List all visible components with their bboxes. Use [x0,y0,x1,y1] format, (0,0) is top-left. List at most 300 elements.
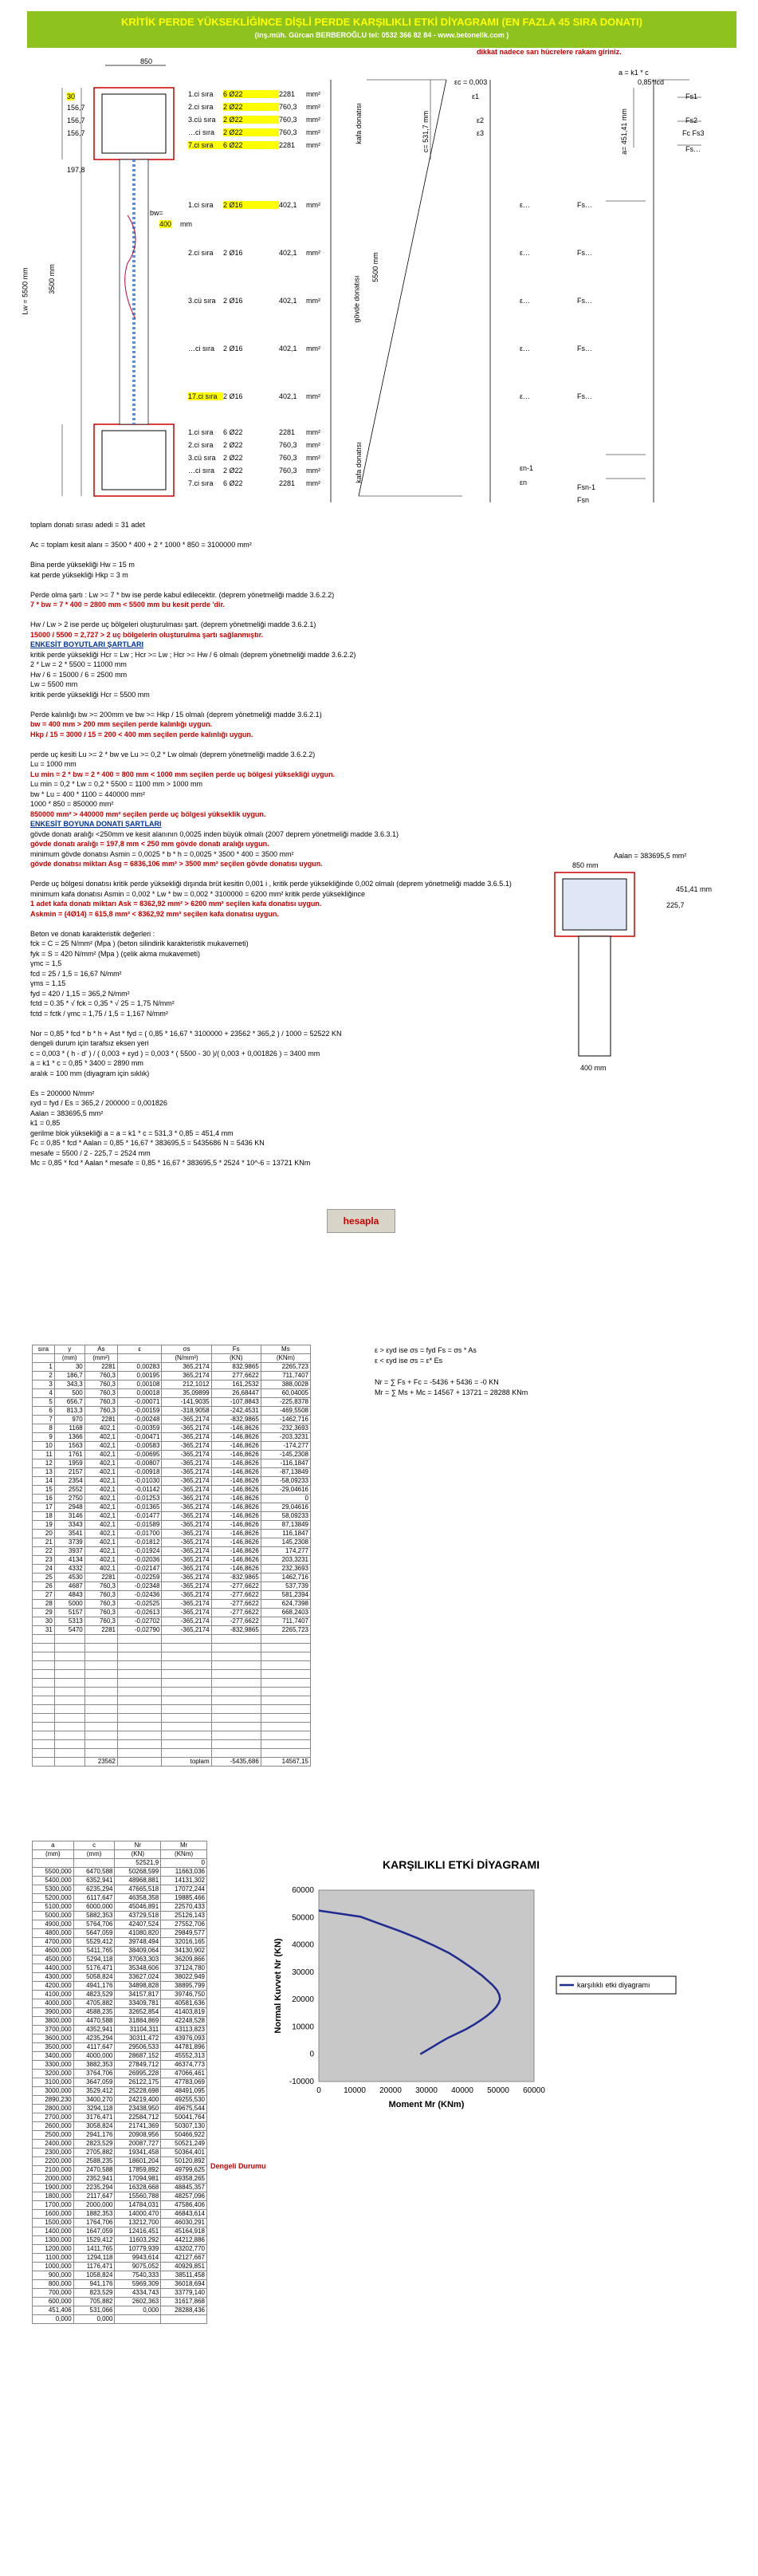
table-cell: 656,7 [54,1398,84,1407]
table-cell: -365,2174 [162,1468,211,1477]
table-cell [54,1635,84,1644]
table-cell: 760,3 [84,1372,117,1381]
table-cell: 49255,530 [161,2096,207,2105]
row-as: 2281 [279,479,296,487]
table-cell: 1563 [54,1442,84,1451]
table-cell: 402,1 [84,1547,117,1556]
table-cell: 32652,854 [115,2008,161,2017]
table-cell: 15 [33,1486,55,1495]
table-cell: -365,2174 [162,1424,211,1433]
table-cell: 47783,069 [161,2078,207,2087]
row-label: 1.ci sıra [188,90,214,98]
table-cell: -146,8626 [211,1530,261,1538]
table-row [33,1920,207,1929]
x-tick-label: 20000 [379,2086,402,2095]
total-cell: toplam [162,1758,211,1767]
table-cell: 4843 [54,1591,84,1600]
table-cell: 402,1 [84,1512,117,1521]
table-cell: 5300,000 [33,1885,74,1894]
row-bars: 2 Ø22 [223,454,243,462]
table-row-empty [33,1661,311,1670]
table-cell: 42407,524 [115,1920,161,1929]
table-cell [33,1679,55,1688]
calc-line: εyd = fyd / Es = 365,2 / 200000 = 0,001826 [30,1099,167,1107]
row-as: 760,3 [279,128,297,136]
table-cell [261,1714,310,1723]
calc-line: Mc = 0,85 * fcd * Aalan * mesafe = 0,85 * 16,67 * 383695,5 * 2524 * 10^-6 = 13721 KNm [30,1159,311,1167]
table-cell: -0,00807 [118,1459,162,1468]
table-row [33,2043,207,2052]
table-row [33,1565,311,1574]
table-cell: 46374,773 [161,2061,207,2070]
table-cell: -0,01253 [118,1495,162,1503]
diagram-table [32,1841,207,2324]
table-cell [162,1635,211,1644]
table-cell: 1647,059 [73,2227,115,2236]
table-cell: 2705,882 [73,2149,115,2157]
table-cell: -0,01924 [118,1547,162,1556]
kafa-label-bot: kafa donatısı [354,442,363,483]
table-row [33,1503,311,1512]
table-cell [211,1714,261,1723]
fs-n1: Fsn-1 [577,483,596,491]
table-cell: 4 [33,1389,55,1398]
row-as: 760,3 [279,441,297,449]
col-header: ε [118,1345,162,1354]
table-cell: 4800,000 [33,1929,74,1938]
table-cell [162,1679,211,1688]
table-cell [33,1635,55,1644]
table-cell [33,1705,55,1714]
table-cell: 5200,000 [33,1894,74,1903]
table-cell: 4000,000 [73,2052,115,2061]
table-cell: 116,1847 [261,1530,310,1538]
table-cell [54,1679,84,1688]
table-cell: 42127,667 [161,2254,207,2263]
table-row-empty [33,1688,311,1696]
table-row [33,2201,207,2210]
table-row [33,2236,207,2245]
table-cell: 823,529 [73,2289,115,2298]
table-cell: 5764,706 [73,1920,115,1929]
calc-line [30,1078,620,1089]
row-top-5 [188,141,320,154]
table-cell: -0,00159 [118,1407,162,1416]
table-cell: 37063,303 [115,1956,161,1964]
table-cell: -0,01589 [118,1521,162,1530]
row-as: 760,3 [279,116,297,124]
table-cell: -277,6622 [211,1591,261,1600]
table-cell: 5100,000 [33,1903,74,1912]
table-row [33,2210,207,2219]
table-cell [84,1661,117,1670]
calc-line: fcd = 25 / 1,5 = 16,67 N/mm² [30,969,122,978]
y-tick-label: -10000 [289,2078,314,2086]
table-cell: 11 [33,1451,55,1459]
table-cell: -365,2174 [162,1626,211,1635]
table-cell: 39746,750 [161,1991,207,1999]
eps2: ε2 [477,116,485,124]
table-cell: -0,02702 [118,1617,162,1626]
col-unit: (mm) [73,1850,115,1859]
calc-line: perde uç kesiti Lu >= 2 * bw ve Lu >= 0,2 * Lw olmalı (deprem yönetmeliği madde 3.6.2.2) [30,750,316,758]
table-row [33,1868,207,1877]
col-unit: (mm²) [84,1354,117,1363]
table-cell: 4117,647 [73,2043,115,2052]
table-cell: 40581,636 [161,1999,207,2008]
table-cell: 20 [33,1530,55,1538]
table-cell: 2 [33,1372,55,1381]
row-label: 7.ci sıra [188,479,214,487]
strain-label: εc = 0,003 [454,78,488,86]
table-cell: 760,3 [84,1407,117,1416]
table-cell: 5969,309 [115,2280,161,2289]
table-units [33,1850,207,1859]
table-cell [54,1670,84,1679]
table-cell [118,1723,162,1731]
table-cell: 402,1 [84,1503,117,1512]
eps-4: ε… [520,345,531,353]
table-cell: 5470 [54,1626,84,1635]
table-cell: 1058,824 [73,2271,115,2280]
table-cell: 1700,000 [33,2201,74,2210]
col-unit: (KNm) [261,1354,310,1363]
table-cell: 25228,698 [115,2087,161,2096]
row-label: 3.cü sıra [188,454,216,462]
table-cell: 941,176 [73,2280,115,2289]
table-cell: 48968,881 [115,1877,161,1885]
table-row [33,2008,207,2017]
table-cell: 2750 [54,1495,84,1503]
table-row [33,2184,207,2192]
fcd-label: 0,85*fcd [638,78,665,86]
table-cell: -365,2174 [162,1486,211,1495]
table-cell: -146,8626 [211,1521,261,1530]
table-cell: 6117,647 [73,1894,115,1903]
table-cell: 19885,466 [161,1894,207,1903]
calc-line: ENKESİT BOYUTLARI ŞARTLARI [30,640,144,648]
table-cell: 18601,204 [115,2157,161,2166]
table-row [33,1626,311,1635]
table-cell: 9943,614 [115,2254,161,2263]
table-cell: -146,8626 [211,1512,261,1521]
table-cell: 34157,817 [115,1991,161,1999]
calc-line: Perde uç bölgesi donatısı kritik perde yüksekliği dışında brüt kesitin 0,001 i , kritik perde yüksekliğinde 0,002 olmalı (deprem yönetmeliği madde 3.6.5.1) [30,880,512,888]
table-cell [33,1688,55,1696]
table-cell [162,1705,211,1714]
table-cell: 4332 [54,1565,84,1574]
table-cell: 3700,000 [33,2026,74,2034]
table-cell: 1900,000 [33,2184,74,2192]
rows-bottom [188,428,320,492]
table-cell [211,1688,261,1696]
table-cell: -145,2308 [261,1451,310,1459]
table-cell: -225,8378 [261,1398,310,1407]
table-row [33,1486,311,1495]
table-cell: -0,02147 [118,1565,162,1574]
table-cell: -146,8626 [211,1547,261,1556]
row-top-3 [188,116,320,128]
table-cell: 31617,868 [161,2298,207,2306]
table-cell: -365,2174 [162,1600,211,1609]
y-tick-label: 60000 [292,1886,314,1895]
calc-line: dengeli durum için tarafsız eksen yeri [30,1039,149,1047]
table-cell [118,1749,162,1758]
table-cell [54,1696,84,1705]
table-row [33,2122,207,2131]
table-cell: 4400,000 [33,1964,74,1973]
calc-line: 2 * Lw = 2 * 5500 = 11000 mm [30,660,127,668]
calc-line: c = 0,003 * ( h - d' ) / ( 0,003 + εyd ) = 0,003 * ( 5500 - 30 )/( 0,003 + 0,001826 ) = 3400 mm [30,1049,320,1058]
table-cell [118,1644,162,1652]
table-cell: -0,02436 [118,1591,162,1600]
fc-fs3: Fc Fs3 [682,129,705,137]
row-as: 760,3 [279,467,297,475]
table-cell [84,1688,117,1696]
table-row [33,2070,207,2078]
table-cell: 3800,000 [33,2017,74,2026]
table-cell [84,1670,117,1679]
table-row [33,2061,207,2070]
table-cell: 2941,176 [73,2131,115,2140]
table-row [33,2096,207,2105]
total-cell: -5435,686 [211,1758,261,1767]
table-cell [84,1696,117,1705]
table-cell: 402,1 [84,1538,117,1547]
table-cell: 27 [33,1591,55,1600]
table-cell [261,1652,310,1661]
formula-2: ε < εyd ise σs = ε* Es [375,1357,443,1365]
table-cell: 4700,000 [33,1938,74,1947]
table-cell: 3500,000 [33,2043,74,2052]
table-cell [54,1661,84,1670]
table-row-empty [33,1696,311,1705]
y-tick-label: 10000 [292,2023,314,2032]
calc-line: Perde olma şartı : Lw >= 7 * bw ise perde kabul edilecektir. (deprem yönetmeliği madde 3.6.2.2) [30,590,335,599]
table-row [33,1547,311,1556]
table-cell: -0,01812 [118,1538,162,1547]
row-label: 2.ci sıra [188,103,214,111]
table-cell: 4300,000 [33,1973,74,1982]
table-cell [54,1731,84,1740]
table-cell: 3200,000 [33,2070,74,2078]
table-cell: 15560,788 [115,2192,161,2201]
row-unit: mm² [306,249,320,257]
table-cell: 16 [33,1495,55,1503]
table-cell [118,1679,162,1688]
table-cell: 2000,000 [33,2175,74,2184]
row-as: 760,3 [279,454,297,462]
table-cell: 711,7407 [261,1372,310,1381]
fs-3: Fs… [577,297,592,305]
row-label: 2.ci sıra [188,249,214,257]
row-label: …ci sıra [188,128,215,136]
mid-row-4 [188,345,320,353]
row-label: 17.ci sıra [188,392,223,400]
table-cell: 365,2174 [162,1372,211,1381]
col-header: Nr [115,1841,161,1850]
table-cell: -0,02036 [118,1556,162,1565]
table-cell: 2300,000 [33,2149,74,2157]
table-cell [118,1714,162,1723]
table-cell: 760,3 [84,1381,117,1389]
calculate-button[interactable]: hesapla [327,1209,395,1233]
table-cell: 402,1 [84,1495,117,1503]
table-cell [118,1661,162,1670]
table-row [33,1521,311,1530]
table-cell: 5500,000 [33,1868,74,1877]
table-row [33,1424,311,1433]
a-dim: a= 451,41 mm [619,108,628,155]
table-cell [84,1652,117,1661]
row-bars: 2 Ø16 [223,201,279,209]
table-cell [118,1705,162,1714]
table-cell: 2281 [84,1363,117,1372]
table-row [33,2017,207,2026]
table-cell: 24219,400 [115,2096,161,2105]
row-bars: 2 Ø16 [223,297,243,305]
row-unit: mm² [306,345,320,353]
table-cell: 2400,000 [33,2140,74,2149]
table-cell: 668,2403 [261,1609,310,1617]
table-cell: 31884,869 [115,2017,161,2026]
table-cell: 3400,000 [33,2052,74,2061]
table-row [33,1398,311,1407]
table-cell: -146,8626 [211,1424,261,1433]
table-cell: -146,8626 [211,1486,261,1495]
table-cell: 60,04005 [261,1389,310,1398]
table-row [33,2034,207,2043]
table-cell [211,1696,261,1705]
table-cell [33,1644,55,1652]
total-cell: 14567,15 [261,1758,310,1767]
table-cell [261,1740,310,1749]
table-row [33,1991,207,1999]
table-cell: -242,4531 [211,1407,261,1416]
row-unit: mm² [306,392,320,400]
table-cell [261,1696,310,1705]
table-cell: 760,3 [84,1609,117,1617]
table-cell: 5176,471 [73,1964,115,1973]
table-cell: 46843,614 [161,2210,207,2219]
fs-dots: Fs… [685,145,701,153]
table-cell: 50307,130 [161,2122,207,2131]
table-cell: 1462,716 [261,1574,310,1582]
table-row [33,2192,207,2201]
table-row [33,1363,311,1372]
table-cell: 1761 [54,1451,84,1459]
table-cell: 0,000 [115,2306,161,2315]
table-cell: 2600,000 [33,2122,74,2131]
table-cell: 2265,723 [261,1626,310,1635]
table-cell: 48257,096 [161,2192,207,2201]
table-cell: 20908,956 [115,2131,161,2140]
col-header: sıra [33,1345,55,1354]
table-cell [118,1670,162,1679]
calc-line: γms = 1,15 [30,979,66,987]
table-cell: 39748,494 [115,1938,161,1947]
table-cell: 38022,949 [161,1973,207,1982]
bw-value: 400 [159,220,172,228]
table-row [33,1947,207,1956]
row-as: 760,3 [279,103,297,111]
table-cell: 50041,764 [161,2113,207,2122]
table-total-row [33,1758,311,1767]
table-row [33,2026,207,2034]
table-cell: 402,1 [84,1424,117,1433]
table-row-empty [33,1635,311,1644]
table-cell: 5313 [54,1617,84,1626]
table-cell [33,1740,55,1749]
table-cell: 2552 [54,1486,84,1495]
calc-line: 15000 / 5500 = 2,727 > 2 uç bölgelerin oluşturulma şartı sağlanmıştır. [30,630,264,639]
calc-line [30,530,620,541]
calc-line: fctd = 0.35 * √ fck = 0,35 * √ 25 = 1,75 N/mm² [30,999,175,1007]
table-cell: 26122,175 [115,2078,161,2087]
table-cell: 1764,706 [73,2219,115,2227]
table-cell: 50120,892 [161,2157,207,2166]
formula-4: Mr = ∑ Ms + Mc = 14567 + 13721 = 28288 KNm [375,1388,528,1396]
table-cell [162,1670,211,1679]
table-cell: 2281 [84,1574,117,1582]
calc-line: kritik perde yüksekliği Hcr = Lw ; Hcr >= Lw ; Hcr >= Hw / 6 olmalı (deprem yönetmeliği madde 3.6.2.2) [30,650,356,659]
table-cell: -146,8626 [211,1442,261,1451]
col-header: c [73,1841,115,1850]
table-cell: 1400,000 [33,2227,74,2236]
table-cell: 22584,712 [115,2113,161,2122]
table-cell: 18 [33,1512,55,1521]
table-cell: 4600,000 [33,1947,74,1956]
table-row [33,1877,207,1885]
table-row [33,2140,207,2149]
fs1: Fs1 [685,93,698,100]
table-cell: 1176,471 [73,2263,115,2271]
table-cell: -365,2174 [162,1495,211,1503]
table-cell [162,1644,211,1652]
table-cell: 5157 [54,1609,84,1617]
table-cell: -365,2174 [162,1442,211,1451]
row-top-2 [188,103,320,116]
table-cell: 3529,412 [73,2087,115,2096]
eps-3: ε… [520,297,531,305]
table-row [33,2052,207,2061]
table-cell: 0,00283 [118,1363,162,1372]
table-cell: 33409,781 [115,1999,161,2008]
table-cell: 29506,533 [115,2043,161,2052]
table-cell: -1462,716 [261,1416,310,1424]
calc-line: Fc = 0,85 * fcd * Aalan = 0,85 * 16,67 * 383695,5 = 5435686 N = 5436 KN [30,1139,265,1147]
table-cell: 26,68447 [211,1389,261,1398]
table-cell: 38511,458 [161,2271,207,2280]
table-cell: 33779,140 [161,2289,207,2298]
table-cell: 6235,294 [73,1885,115,1894]
calc-line: fck = C = 25 N/mm² (Mpa ) (beton silindirik karakteristik mukavemeti) [30,939,249,947]
table-cell: 402,1 [84,1442,117,1451]
kafa-label-top: kafa donatısı [354,103,363,144]
table-cell: 21 [33,1538,55,1547]
table-cell [33,1749,55,1758]
calc-line: fyk = S = 420 N/mm² (Mpa ) (çelik akma mukavemeti) [30,949,201,958]
width-850: 850 [140,57,153,65]
table-cell: 0,00195 [118,1372,162,1381]
table-cell: 10779,939 [115,2245,161,2254]
table-cell: 12416,451 [115,2227,161,2236]
table-cell: 402,1 [84,1565,117,1574]
row-top-1 [188,90,320,103]
table-cell [261,1688,310,1696]
calc-line: gövde donatı aralığı = 197,8 mm < 250 mm gövde donatı aralığı uygun. [30,840,269,848]
table-cell: 52521,9 [115,1859,161,1868]
